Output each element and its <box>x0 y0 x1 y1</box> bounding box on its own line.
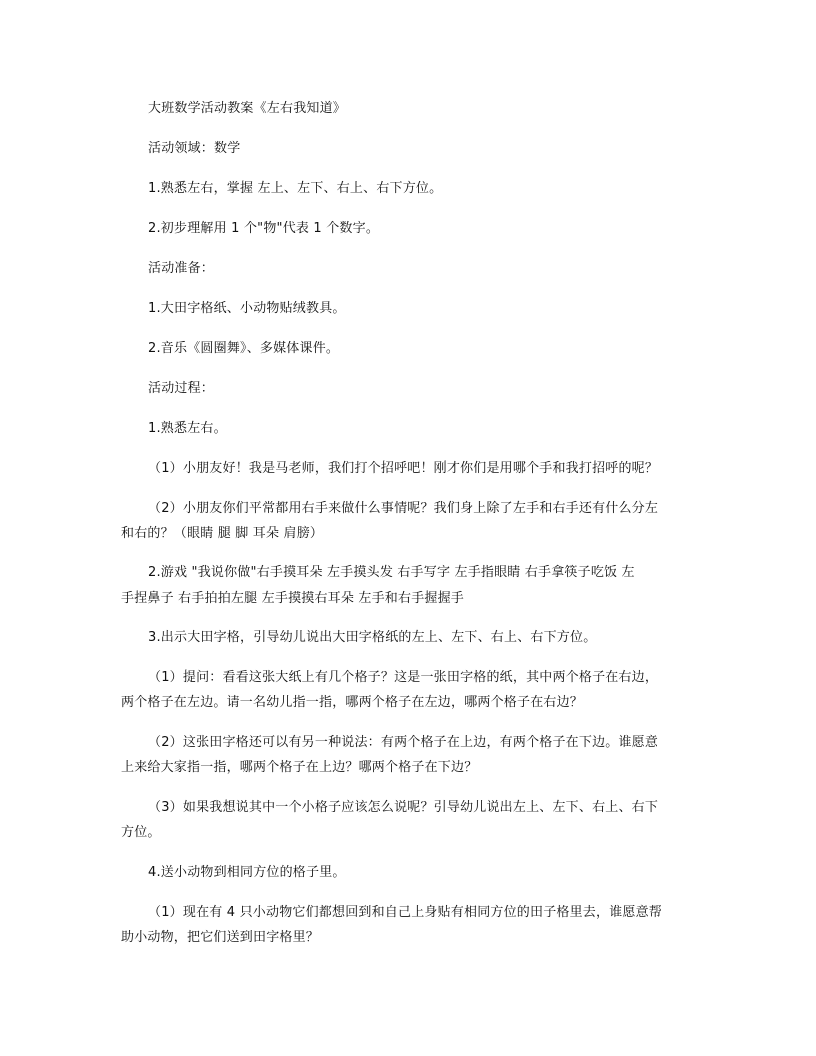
text-line: （1）提问：看看这张大纸上有几个格子？这是一张田字格的纸，其中两个格子在右边， <box>148 670 659 685</box>
text-line: （1）小朋友好！我是马老师，我们打个招呼吧！刚才你们是用哪个手和我打招呼的呢？ <box>148 461 659 476</box>
text-line: 1.熟悉左右。 <box>148 421 227 436</box>
text-line: 上来给大家指一指，哪两个格子在上边？哪两个格子在下边？ <box>121 760 478 775</box>
document-title: 大班数学活动教案《左右我知道》 <box>148 101 347 116</box>
text-line: 2.游戏 "我说你做"右手摸耳朵 左手摸头发 右手写字 左手指眼睛 右手拿筷子吃饭 左 <box>148 565 635 580</box>
text-line: 活动过程： <box>148 381 215 396</box>
text-line: 手捏鼻子 右手拍拍左腿 左手摸摸右耳朵 左手和右手握握手 <box>121 591 464 606</box>
text-line: 3.出示大田字格，引导幼儿说出大田字格纸的左上、左下、右上、右下方位。 <box>148 630 597 645</box>
text-line: 4.送小动物到相同方位的格子里。 <box>148 865 346 880</box>
text-line: 两个格子在左边。请一名幼儿指一指，哪两个格子在左边，哪两个格子在右边？ <box>121 695 584 710</box>
text-line: 助小动物，把它们送到田字格里？ <box>121 930 320 945</box>
text-line: （2）小朋友你们平常都用右手来做什么事情呢？我们身上除了左手和右手还有什么分左 <box>148 501 659 516</box>
text-line: （1）现在有 4 只小动物它们都想回到和自己上身贴有相同方位的田子格里去，谁愿意帮 <box>148 905 663 920</box>
text-line: 2.音乐《圆圈舞》、多媒体课件。 <box>148 341 340 356</box>
text-line: 和右的？（眼睛 腿 脚 耳朵 肩膀） <box>121 526 324 541</box>
text-line: 方位。 <box>121 825 161 840</box>
text-line: （2）这张田字格还可以有另一种说法：有两个格子在上边，有两个格子在下边。谁愿意 <box>148 735 659 750</box>
text-line: 活动准备： <box>148 261 215 276</box>
text-line: 1.大田字格纸、小动物贴绒教具。 <box>148 301 346 316</box>
text-line: 活动领域：数学 <box>148 141 241 156</box>
text-line: 1.熟悉左右，掌握 左上、左下、右上、右下方位。 <box>148 181 443 196</box>
text-line: （3）如果我想说其中一个小格子应该怎么说呢？引导幼儿说出左上、左下、右上、右下 <box>148 800 659 815</box>
text-line: 2.初步理解用 1 个"物"代表 1 个数字。 <box>148 221 380 236</box>
